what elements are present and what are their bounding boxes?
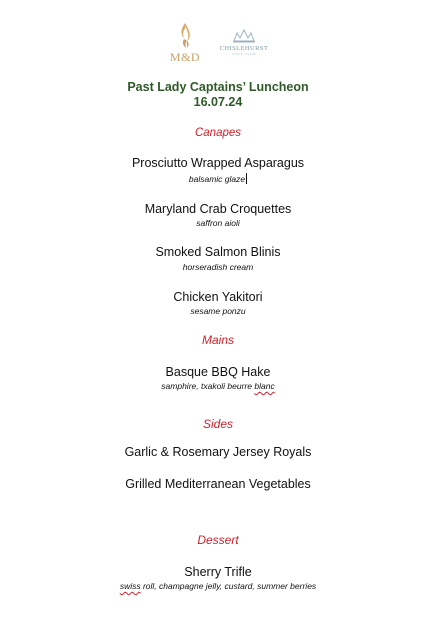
text-cursor [246,173,247,184]
dish-description: horseradish cream [182,262,254,272]
club-logo-sub: GOLF CLUB [232,52,256,56]
dish-description: sesame ponzu [190,306,246,316]
dish-description [0,173,436,185]
dish-name: Maryland Crab Croquettes [144,202,292,216]
club-logo [214,28,274,62]
dish-description [0,581,436,592]
dish-name: Prosciutto Wrapped Asparagus [131,156,305,170]
menu-title: Past Lady Captains’ Luncheon [127,80,309,94]
spellcheck-flag: swiss [119,581,141,591]
section-mains: Mains [201,333,234,347]
dish-name: Garlic & Rosemary Jersey Royals [124,445,312,459]
dish-description-text: samphire, txakoli beurre [161,381,255,391]
section-dessert: Dessert [197,533,239,547]
section-sides: Sides [202,417,234,431]
md-logo-text: M&D [169,50,201,64]
spellcheck-flag: blanc [254,381,275,391]
dish-name: Smoked Salmon Blinis [155,245,281,259]
dish-name: Sherry Trifle [184,565,252,579]
dish-description-text: roll, champagne jelly, custard, summer berries [140,581,317,591]
section-canapes: Canapes [194,127,242,139]
club-crest-icon [232,28,256,44]
dish-description: saffron aioli [196,218,240,228]
dish-name: Basque BBQ Hake [165,365,271,379]
club-logo-name: CHISLEHURST [219,45,269,52]
dish-name: Chicken Yakitori [173,290,263,304]
md-logo [168,22,202,64]
dish-name: Grilled Mediterranean Vegetables [125,477,311,491]
dish-description [0,381,436,392]
dish-description-text: balsamic glaze [188,174,246,184]
flame-icon [178,22,192,50]
menu-date: 16.07.24 [193,95,243,109]
